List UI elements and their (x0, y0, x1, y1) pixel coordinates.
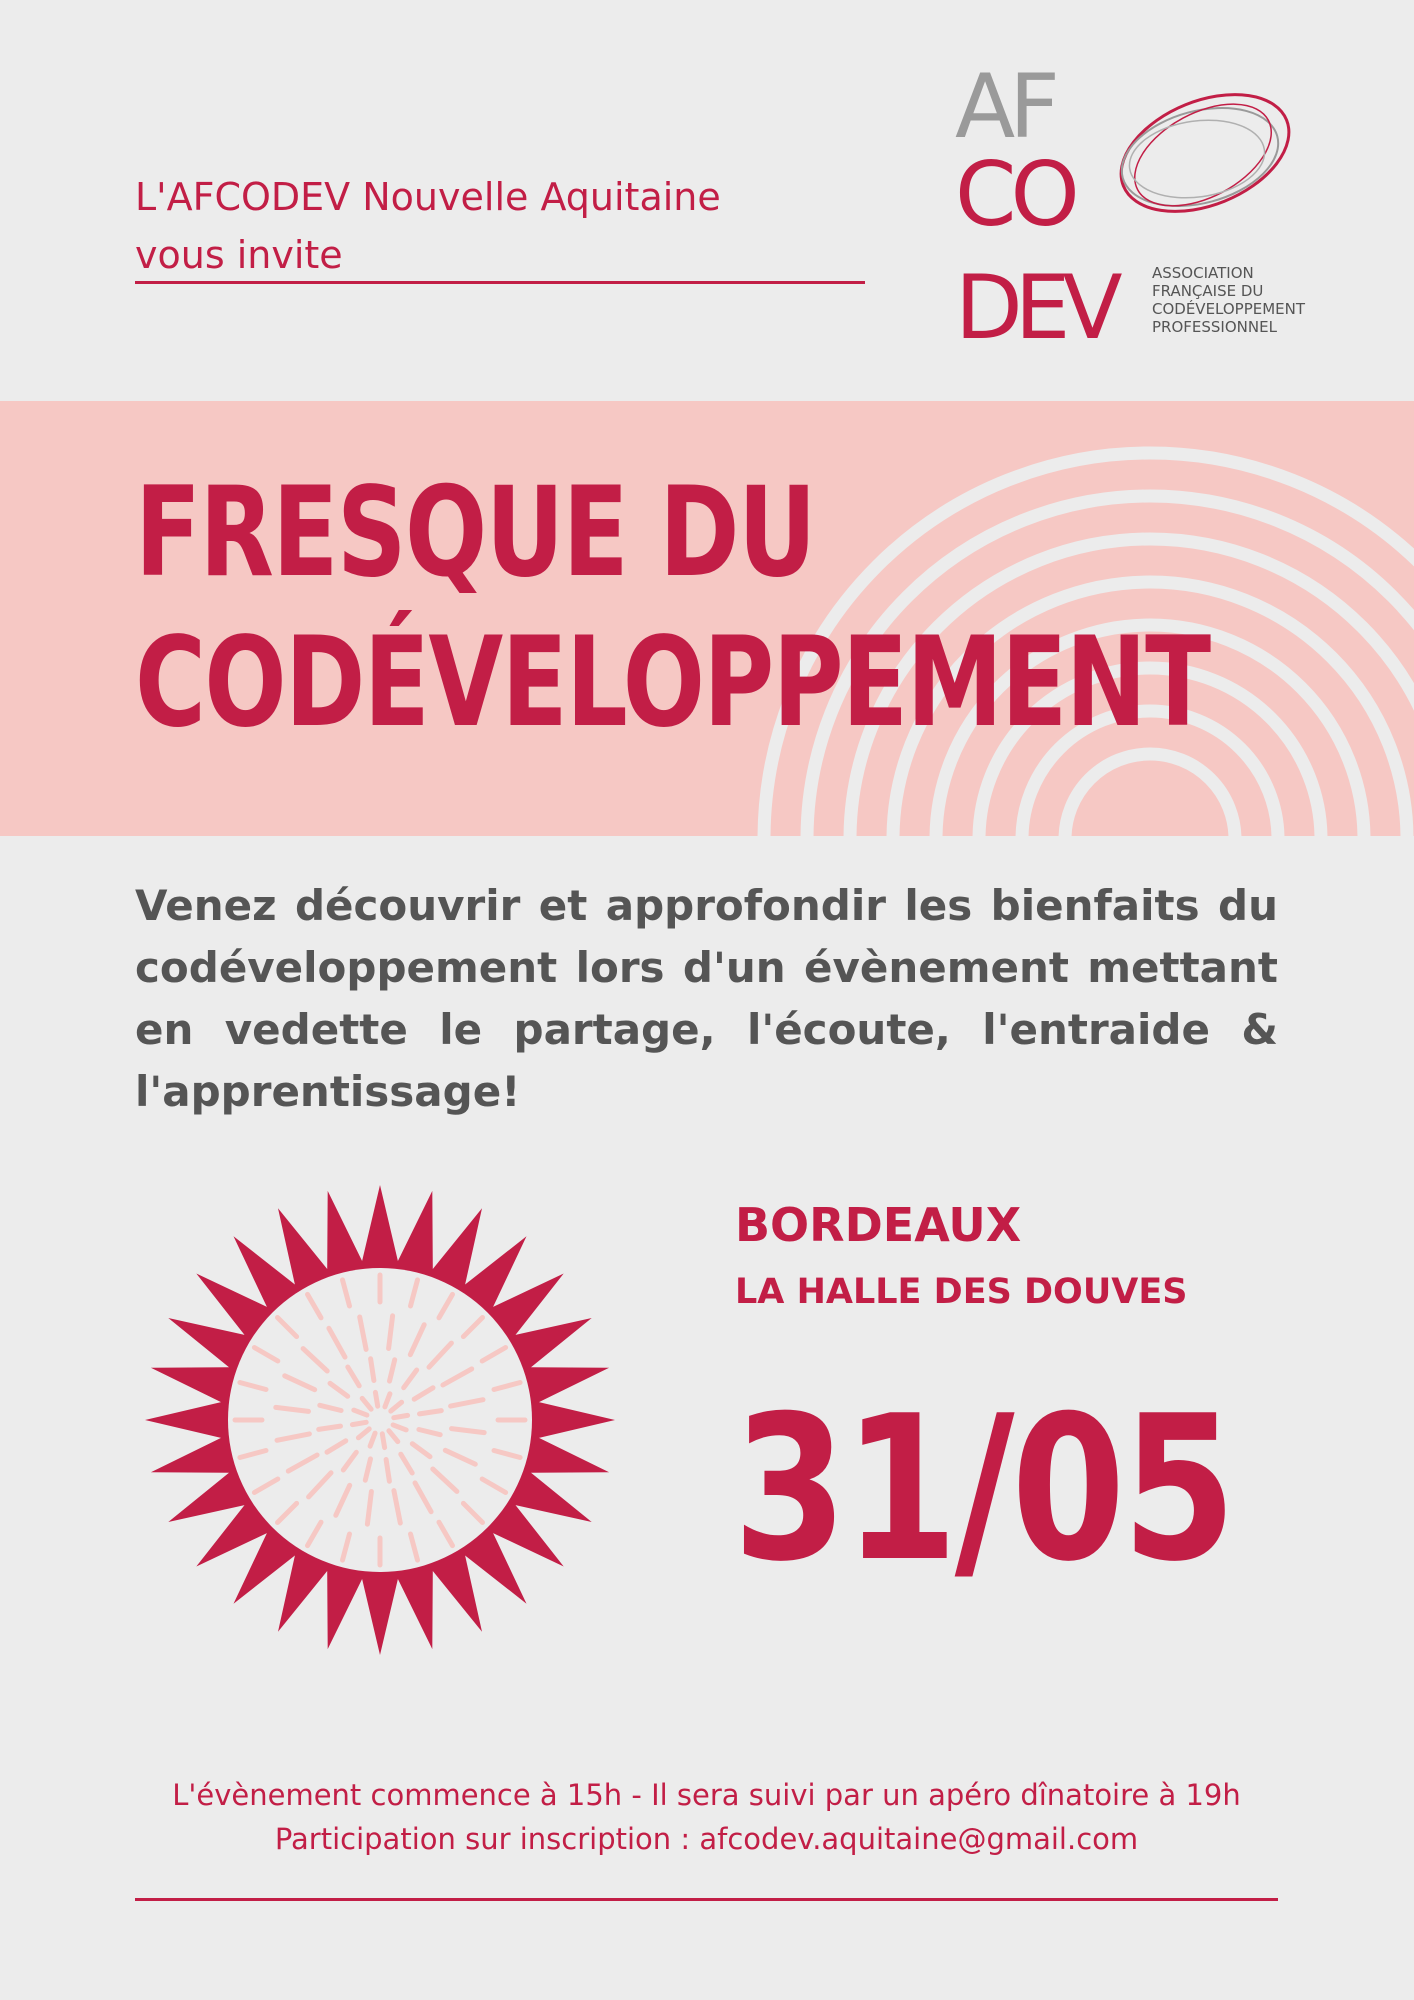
afcodev-logo (955, 45, 1335, 355)
sun-dash (382, 1434, 384, 1448)
sun-dash (375, 1392, 377, 1406)
footer-info (135, 1773, 1278, 1861)
sun-dash (371, 1359, 374, 1381)
sun-dash (352, 1422, 366, 1424)
red-swirl-icon (1104, 72, 1306, 234)
title-line-2: CODÉVELOPPEMENT (135, 611, 1210, 755)
sun-dash (420, 1411, 442, 1414)
logo-tagline-4: PROFESSIONNEL (1152, 318, 1277, 336)
footer-line-1: L'évènement commence à 15h - Il sera suivi par un apéro dînatoire à 19h (172, 1778, 1241, 1812)
invite-line-2: vous invite (135, 233, 343, 277)
sun-dash (386, 1460, 389, 1482)
invite-line-1: L'AFCODEV Nouvelle Aquitaine (135, 175, 721, 219)
logo-tagline-1: ASSOCIATION (1152, 264, 1254, 282)
invite-text (135, 168, 865, 284)
event-city: BORDEAUX (735, 1198, 1022, 1252)
footer-line-2: Participation sur inscription : afcodev.aquitaine@gmail.com (274, 1822, 1139, 1856)
sun-icon (140, 1180, 620, 1660)
logo-letters-dev: DEV (955, 256, 1115, 355)
intro-paragraph: Venez découvrir et approfondir les bienfaits du codéveloppement lors d'un évènement mettant en vedette le partage, l'écoute, l'entraide & l'apprentissage! (135, 881, 1278, 1116)
logo-tagline-3: CODÉVELOPPEMENT (1152, 300, 1306, 318)
invite-divider (135, 281, 865, 284)
logo-letters-co: CO (955, 143, 1074, 246)
sun-dash (319, 1426, 341, 1429)
page-title (135, 458, 1210, 758)
logo-letters-af: AF (955, 55, 1054, 158)
footer-divider (135, 1898, 1278, 1901)
event-date: 31/05 (733, 1373, 1233, 1606)
event-venue: LA HALLE DES DOUVES (735, 1272, 1188, 1312)
logo-tagline-2: FRANÇAISE DU (1152, 282, 1264, 300)
sun-dash (394, 1415, 408, 1417)
title-line-1: FRESQUE DU (135, 461, 816, 605)
